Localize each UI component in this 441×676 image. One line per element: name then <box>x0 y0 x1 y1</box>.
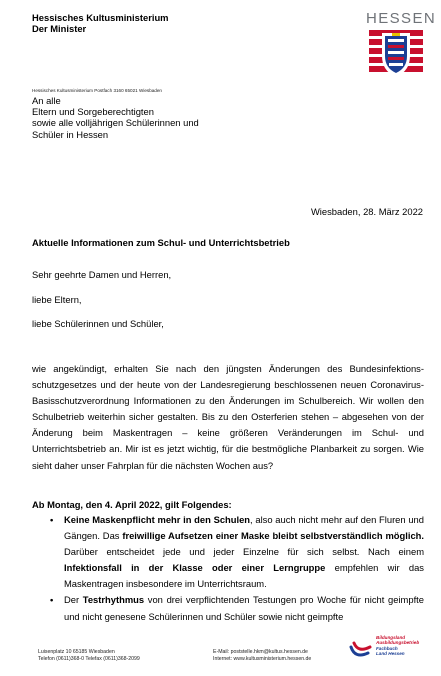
salutation-line: liebe Eltern, <box>32 294 82 305</box>
recipient-line: sowie alle volljährigen Schülerinnen und <box>32 117 199 129</box>
recipient-block <box>32 95 199 140</box>
footer-address <box>38 649 140 662</box>
footer-line: E-Mail: poststelle.hkm@kultus.hessen.de <box>213 649 308 655</box>
logo-wordmark: HESSEN <box>366 10 437 27</box>
list-item: • Der Testrhythmus von drei verpflichtenden Testungen pro Woche für nicht geimpfte und nicht genesene Schülerinnen und Schüler sowie nicht geimpfte <box>64 592 424 624</box>
hessen-logo <box>366 10 437 78</box>
hessen-coat-of-arms-icon <box>369 30 423 78</box>
sender-role: Der Minister <box>32 23 87 34</box>
measures-list <box>64 512 424 625</box>
sender-ministry: Hessisches Kultusministerium <box>32 12 169 23</box>
letter-subject: Aktuelle Informationen zum Schul- und Unterrichtsbetrieb <box>32 237 290 248</box>
footer-line: Internet: www.kultusministerium.hessen.de <box>213 655 312 662</box>
training-badge <box>346 633 436 663</box>
sender-block <box>32 12 169 34</box>
section-heading: Ab Montag, den 4. April 2022, gilt Folgendes: <box>32 499 232 510</box>
recipient-line: Schüler in Hessen <box>32 128 109 140</box>
badge-swoosh-icon <box>348 635 374 661</box>
recipient-line: An alle <box>32 95 61 106</box>
return-address-line: Hessisches Kultusministerium Postfach 3160 65021 Wiesbaden <box>32 88 162 93</box>
letter-date: Wiesbaden, 28. März 2022 <box>310 206 423 217</box>
footer-line: Telefon (0611)368-0 Telefax (0611)368-2099 <box>38 655 140 662</box>
recipient-line: Eltern und Sorgeberechtigten <box>32 106 154 118</box>
footer-line: Luisenplatz 10 65185 Wiesbaden <box>38 649 115 655</box>
badge-text: Bildungsland Ausbildungsbetrieb Fachbuch Land Hessen <box>376 635 420 657</box>
footer-contact <box>213 649 311 662</box>
intro-paragraph: wie angekündigt, erhalten Sie nach den jüngsten Änderungen des Bundesinfektionsschutzgesetzes und der heute von der Landesregierung beschlossenen neuen Coronavirus-Basisschutzverordnung Informationen zu den Änderungen im Schulbereich. Wir wollen den Schulbetrieb weiterhin sicher gestalten. Bis zu den Osterferien stehen – abgesehen von der Änderung beim Maskentragen – keine größeren Veränderungen im Schul- und Unterrichtsbetrieb an. Mir ist es jetzt wichtig, für die bestmögliche Planbarkeit zu sorgen. Wie sieht daher unser Fahrplan für die nächsten Wochen aus? <box>32 363 424 471</box>
list-item: • Keine Maskenpflicht mehr in den Schulen, also auch nicht mehr auf den Fluren und Gängen. Das freiwillige Aufsetzen einer Maske bleibt selbstverständlich möglich. Darüber entscheidet jede und jeder Einzelne für sich selbst. Nach einem Infektionsfall in der Klasse oder einer Lerngruppe empfehlen wir das Maskentragen insbesondere im Unterrichtsraum. <box>64 512 424 592</box>
salutation-line: Sehr geehrte Damen und Herren, <box>32 269 172 280</box>
salutation-line: liebe Schülerinnen und Schüler, <box>32 318 164 329</box>
